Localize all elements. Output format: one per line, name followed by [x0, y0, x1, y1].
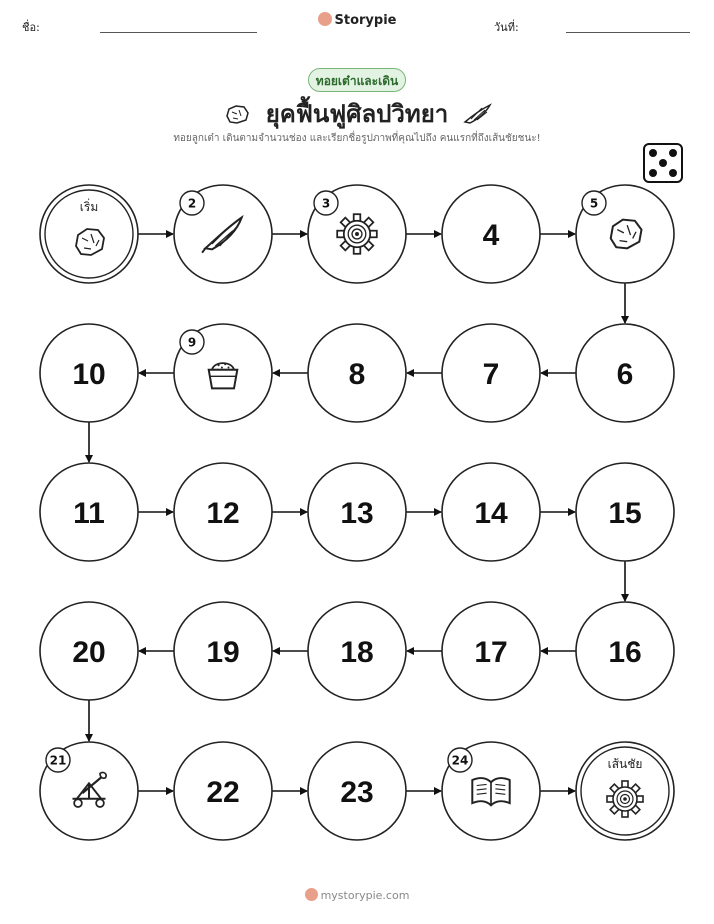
instructions: ทอยลูกเต๋า เดินตามจำนวนช่อง และเรียกชื่อรูปภาพที่คุณไปถึง คนแรกที่ถึงเส้นชัยชนะ! — [173, 133, 541, 144]
space-number: 21 — [49, 753, 67, 768]
space-number: 23 — [340, 776, 374, 809]
space-number: 24 — [451, 753, 469, 768]
board-space-15 — [576, 463, 674, 561]
board-space-3 — [308, 185, 406, 283]
board-space-5 — [576, 185, 674, 283]
board-space-19 — [174, 602, 272, 700]
board-space-23 — [308, 742, 406, 840]
game-type-badge: ทอยเต๋าและเดิน — [308, 68, 406, 92]
space-number: 22 — [206, 776, 240, 809]
space-number: 20 — [72, 636, 106, 669]
space-number: 15 — [608, 497, 642, 530]
bowl-icon — [209, 363, 238, 388]
board-space-21 — [40, 742, 138, 840]
gear-icon — [607, 781, 643, 817]
name-label: ชื่อ: — [22, 21, 40, 34]
space-number: 8 — [348, 358, 366, 391]
footer-site: mystorypie.com — [320, 889, 410, 902]
board-space-13 — [308, 463, 406, 561]
space-number: 12 — [206, 497, 240, 530]
space-number: 4 — [482, 219, 500, 252]
brand-name: Storypie — [334, 13, 397, 28]
space-number: 6 — [616, 358, 634, 391]
finish-label: เส้นชัย — [607, 757, 643, 771]
board-space-7 — [442, 324, 540, 422]
space-number: 13 — [340, 497, 374, 530]
space-number: 2 — [187, 196, 197, 211]
space-number: 5 — [589, 196, 599, 211]
board-space-11 — [40, 463, 138, 561]
board-space-24 — [442, 742, 540, 840]
space-number: 19 — [206, 636, 240, 669]
date-label: วันที่: — [494, 21, 519, 34]
space-number: 10 — [72, 358, 106, 391]
board-space-10 — [40, 324, 138, 422]
book-icon — [472, 778, 509, 805]
board-space-18 — [308, 602, 406, 700]
rock-icon — [76, 229, 104, 255]
rock-icon — [611, 220, 642, 249]
start-label: เริ่ม — [79, 200, 99, 214]
space-number: 16 — [608, 636, 642, 669]
board-space-1 — [40, 185, 138, 283]
board-space-12 — [174, 463, 272, 561]
board-space-17 — [442, 602, 540, 700]
space-number: 11 — [73, 497, 105, 530]
storypie-logo-icon — [305, 888, 318, 901]
space-number: 17 — [474, 636, 508, 669]
space-number: 3 — [321, 196, 331, 211]
space-number: 18 — [340, 636, 374, 669]
space-number: 14 — [474, 497, 508, 530]
title-text: ยุคฟื้นฟูศิลปวิทยา — [265, 100, 449, 128]
board-space-20 — [40, 602, 138, 700]
footer — [0, 888, 714, 902]
board-space-8 — [308, 324, 406, 422]
gear-icon — [337, 214, 377, 254]
board-space-16 — [576, 602, 674, 700]
board-space-14 — [442, 463, 540, 561]
space-number: 9 — [187, 335, 197, 350]
board-space-6 — [576, 324, 674, 422]
board-space-2 — [174, 185, 272, 283]
board-space-4 — [442, 185, 540, 283]
space-number: 7 — [482, 358, 500, 391]
board-space-9 — [174, 324, 272, 422]
board-space-25 — [576, 742, 674, 840]
board-space-22 — [174, 742, 272, 840]
